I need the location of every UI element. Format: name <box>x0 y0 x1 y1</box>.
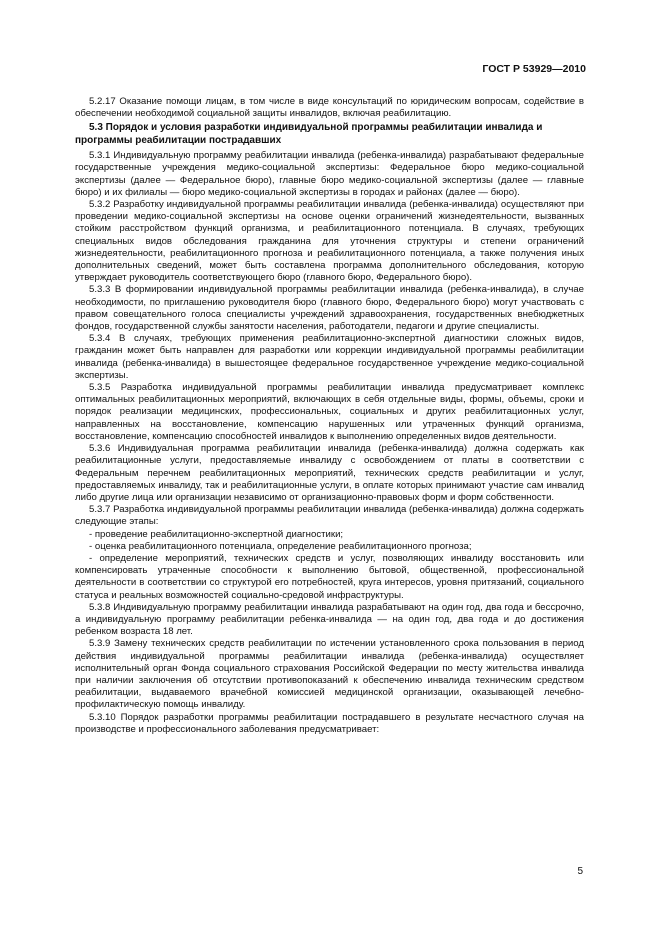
page-number: 5 <box>577 866 583 877</box>
paragraph-5-3-10: 5.3.10 Порядок разработки программы реабилитации пострадавшего в результате несчастного случая на производстве и профессионального заболевания предусматривает: <box>75 711 584 735</box>
paragraph-5-3-5: 5.3.5 Разработка индивидуальной программы реабилитации инвалида предусматривает комплекс оптимальных реабилитационных мероприятий, включающих в себя отдельные виды, формы, объемы, сроки и порядок реализации медицинских, профессиональных, социальных и других реабилитационных услуг, направленных на восстановление, компенсацию нарушенных или утраченных функций организма, восстановление, компенсацию способностей инвалидов к выполнению определенных видов деятельности. <box>75 382 584 442</box>
paragraph-5-3-2: 5.3.2 Разработку индивидуальной программы реабилитации инвалида (ребенка-инвалида) осуществляют при проведении медико-социальной экспертизы на основе оценки ограничений жизнедеятельности, вызванных стойким расстройством функций организма, и реабилитационного потенциала. В случаях, требующих специальных видов обследования гражданина для уточнения структуры и степени ограничений жизнедеятельности, реабилитационного прогноза и реабилитационного потенциала, а также получения иных дополнительных сведений, может быть составлена программа дополнительного обследования, которую утверждает руководитель соответствующего бюро (главного бюро, Федерального бюро). <box>75 199 584 284</box>
paragraph-5-3-8: 5.3.8 Индивидуальную программу реабилитации инвалида разрабатывают на один год, два года и бессрочно, а индивидуальную программу реабилитации ребенка-инвалида — на один год, два года и до достижения ребенком возраста 18 лет. <box>75 601 584 638</box>
list-item-potential: - оценка реабилитационного потенциала, определение реабилитационного прогноза; <box>89 540 472 552</box>
list-item-diagnostics: - проведение реабилитационно-экспертной диагностики; <box>89 528 344 540</box>
document-code-header: ГОСТ Р 53929—2010 <box>482 63 586 75</box>
paragraph-5-3-9: 5.3.9 Замену технических средств реабилитации по истечении установленного срока пользования в период действия индивидуальной программы реабилитации инвалида (ребенка-инвалида) осуществляет исполнительный орган Фонда социального страхования Российской Федерации по месту жительства инвалида при наличии заключения об отсутствии противопоказаний к обеспечению инвалида техническим средством реабилитации, выдаваемого врачебной комиссией медицинской организации, оказывающей лечебно-профилактическую помощь инвалиду. <box>75 638 584 711</box>
paragraph-5-3-4: 5.3.4 В случаях, требующих применения реабилитационно-экспертной диагностики сложных видов, гражданин может быть направлен для разработки или коррекции индивидуальной программы реабилитации инвалида (ребенка-инвалида) в вышестоящее федеральное государственное учреждение медико-социальной экспертизы. <box>75 333 584 381</box>
paragraph-5-2-17: 5.2.17 Оказание помощи лицам, в том числе в виде консультаций по юридическим вопросам, содействие в обеспечении необходимой социальной защиты инвалидов, включая реабилитацию. <box>75 96 584 120</box>
list-item-measures: - определение мероприятий, технических средств и услуг, позволяющих инвалиду восстановить или компенсировать утраченные способности к выполнению бытовой, общественной, профессиональной деятельности в соответствии со структурой его потребностей, круга интересов, уровня притязаний, социального статуса и реальных возможностей социально-средовой инфраструктуры. <box>75 552 584 601</box>
paragraph-5-3-6: 5.3.6 Индивидуальная программа реабилитации инвалида (ребенка-инвалида) должна содержать как реабилитационные услуги, предоставляемые инвалиду с освобождением от платы в соответствии с Федеральным перечнем реабилитационных мероприятий, технических средств реабилитации и услуг, предоставляемых инвалиду, так и реабилитационные услуги, в оплате которых принимают участие сам инвалид либо другие лица или организации независимо от организационно-правовых форм и форм собственности. <box>75 443 584 503</box>
section-title-5-3: 5.3 Порядок и условия разработки индивидуальной программы реабилитации инвалида и программы реабилитации пострадавших <box>75 122 543 146</box>
page-body <box>75 96 584 736</box>
paragraph-5-3-3: 5.3.3 В формировании индивидуальной программы реабилитации инвалида (ребенка-инвалида), в случае необходимости, по приглашению руководителя бюро (главного бюро, Федерального бюро) могут участвовать с правом совещательного голоса специалисты учреждений здравоохранения, государственных внебюджетных фондов, государственной службы занятости населения, работодатели, педагоги и другие специалисты. <box>75 284 584 333</box>
paragraph-5-3-7: 5.3.7 Разработка индивидуальной программы реабилитации инвалида (ребенка-инвалида) должна содержать следующие этапы: <box>75 504 584 528</box>
paragraph-5-3-1: 5.3.1 Индивидуальную программу реабилитации инвалида (ребенка-инвалида) разрабатывают федеральные государственные учреждения медико-социальной экспертизы: Федеральное бюро медико-социальной экспертизы (далее — Федеральное бюро), главные бюро медико-социальной экспертизы (далее — главные бюро) и их филиалы — бюро медико-социальной экспертизы в городах и районах (далее — бюро). <box>75 150 584 198</box>
